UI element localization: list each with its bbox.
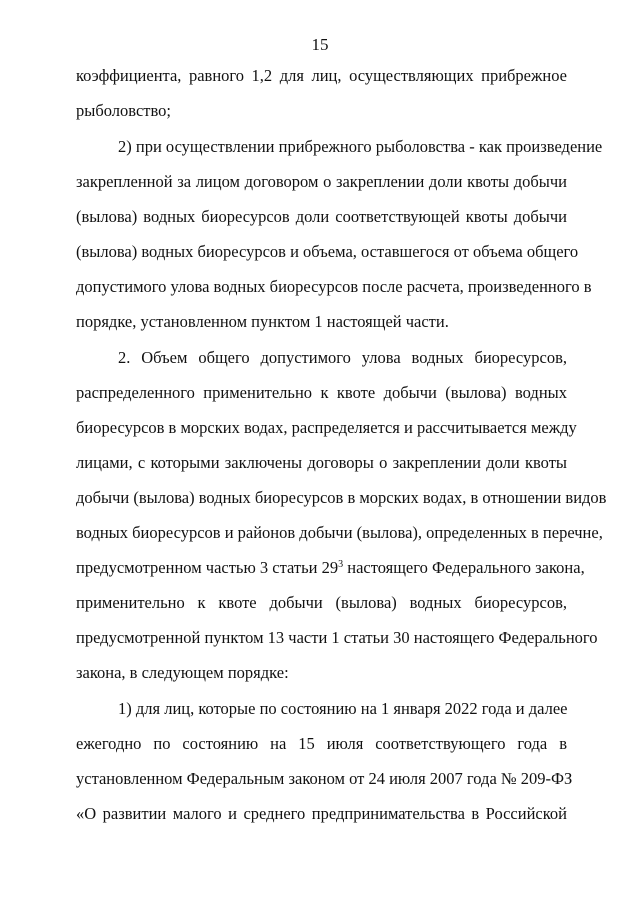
text-line: установленном Федеральным законом от 24 июля 2007 года № 209-ФЗ (76, 769, 573, 788)
text-line: распределенного применительно к квоте добычи (вылова) водных (76, 383, 567, 402)
text-line: рыболовство; (76, 101, 171, 120)
paragraph-start-line: 1) для лиц, которые по состоянию на 1 января 2022 года и далее (118, 699, 568, 718)
text-line: лицами, с которыми заключены договоры о закреплении доли квоты (76, 453, 567, 472)
text-line: допустимого улова водных биоресурсов после расчета, произведенного в (76, 277, 592, 296)
text-line: (вылова) водных биоресурсов и объема, оставшегося от объема общего (76, 242, 579, 261)
text-line: коэффициента, равного 1,2 для лиц, осуществляющих прибрежное (76, 66, 567, 85)
text-line: ежегодно по состоянию на 15 июля соответствующего года в (76, 734, 567, 753)
text-line: (вылова) водных биоресурсов доли соответствующей квоты добычи (76, 207, 567, 226)
superscript: 3 (338, 559, 344, 570)
text-line: «О развитии малого и среднего предпринимательства в Российской (76, 804, 567, 823)
text-line: добычи (вылова) водных биоресурсов в морских водах, в отношении видов (76, 488, 607, 507)
text-line: применительно к квоте добычи (вылова) водных биоресурсов, (76, 593, 567, 612)
paragraph-start-line: 2) при осуществлении прибрежного рыболовства - как произведение (118, 137, 603, 156)
paragraph-start-line: 2. Объем общего допустимого улова водных биоресурсов, (118, 348, 567, 367)
text-line: закона, в следующем порядке: (76, 663, 289, 682)
text-line (76, 558, 585, 578)
text-line: предусмотренной пунктом 13 части 1 статьи 30 настоящего Федерального (76, 628, 598, 647)
text-line: водных биоресурсов и районов добычи (вылова), определенных в перечне, (76, 523, 603, 542)
text-line: закрепленной за лицом договором о закреплении доли квоты добычи (76, 172, 567, 191)
text-segment: предусмотренном частью 3 статьи 29 (76, 558, 339, 577)
text-line: биоресурсов в морских водах, распределяется и рассчитывается между (76, 418, 577, 437)
text-segment: настоящего Федерального закона, (343, 558, 585, 577)
page-number: 15 (311, 35, 329, 54)
text-line: порядке, установленном пунктом 1 настоящей части. (76, 312, 449, 331)
